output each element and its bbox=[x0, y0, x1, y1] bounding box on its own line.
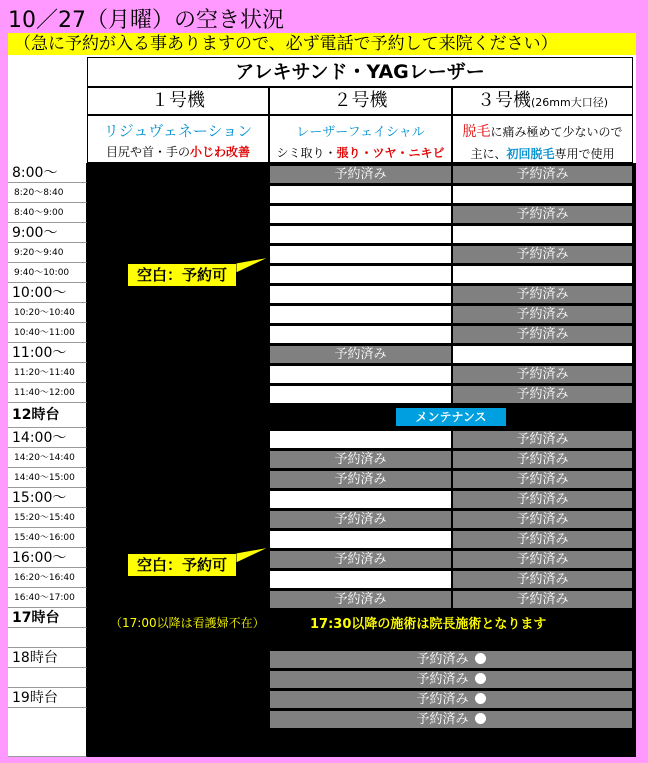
booked-slot bbox=[452, 285, 633, 304]
booked-slot bbox=[452, 590, 633, 609]
circle-icon bbox=[475, 653, 486, 664]
booked-slot bbox=[269, 345, 452, 364]
machine-3-line2c: 専用で使用 bbox=[554, 147, 615, 161]
machine-1-name: １号機 bbox=[87, 87, 269, 115]
machine-1-line2a: 目尻や首・手の bbox=[105, 145, 190, 159]
open-slot bbox=[269, 430, 452, 449]
open-slot bbox=[269, 225, 452, 244]
note-director: 17:30以降の施術は院長施術となります bbox=[310, 617, 547, 632]
time-label: 11:00〜 bbox=[8, 343, 87, 363]
booked-label: 予約済み bbox=[516, 512, 569, 527]
booked-slot bbox=[269, 470, 452, 489]
booked-label: 予約済み bbox=[334, 512, 387, 527]
booked-label: 予約済み bbox=[516, 532, 569, 547]
booked-slot bbox=[452, 450, 633, 469]
time-label: 17時台 bbox=[8, 608, 87, 628]
time-label: 10:40〜11:00 bbox=[8, 323, 87, 343]
booked-slot bbox=[269, 550, 452, 569]
booked-label: 予約済み bbox=[334, 452, 387, 467]
time-label: 8:40〜9:00 bbox=[8, 203, 87, 223]
open-slot bbox=[269, 530, 452, 549]
booked-slot bbox=[269, 590, 452, 609]
time-label: 14:40〜15:00 bbox=[8, 468, 87, 488]
machine-1-line1: リジュヴェネーション bbox=[103, 122, 253, 140]
time-label: 18時台 bbox=[8, 648, 87, 668]
booked-label: 予約済み bbox=[416, 712, 469, 727]
booked-label: 予約済み bbox=[516, 207, 569, 222]
open-slot bbox=[452, 265, 633, 284]
notice-banner: （急に予約が入る事ありますので、必ず電話で予約して来院ください） bbox=[8, 33, 636, 55]
time-label: 16:40〜17:00 bbox=[8, 588, 87, 608]
time-label bbox=[8, 628, 87, 648]
booked-label: 予約済み bbox=[334, 472, 387, 487]
booked-slot bbox=[269, 710, 633, 729]
machine-1-line2b: 小じわ改善 bbox=[190, 145, 251, 159]
time-label: 15:20〜15:40 bbox=[8, 508, 87, 528]
booked-label: 予約済み bbox=[516, 552, 569, 567]
booked-slot bbox=[452, 570, 633, 589]
open-slot bbox=[269, 265, 452, 284]
booked-label: 予約済み bbox=[416, 672, 469, 687]
machine-2-line1: レーザーフェイシャル bbox=[296, 125, 425, 140]
time-label: 11:40〜12:00 bbox=[8, 383, 87, 403]
booked-label: 予約済み bbox=[516, 167, 569, 182]
time-label: 10:20〜10:40 bbox=[8, 303, 87, 323]
machine-3-desc bbox=[452, 115, 633, 163]
machine-2-line2a: シミ取り・ bbox=[276, 146, 337, 160]
booked-slot bbox=[269, 450, 452, 469]
circle-icon bbox=[475, 693, 486, 704]
booked-label: 予約済み bbox=[334, 552, 387, 567]
time-label: 9:20〜9:40 bbox=[8, 243, 87, 263]
machine-2-desc bbox=[269, 115, 452, 163]
machine-2-name: ２号機 bbox=[269, 87, 452, 115]
open-slot bbox=[269, 385, 452, 404]
booked-label: 予約済み bbox=[416, 652, 469, 667]
open-slot bbox=[269, 570, 452, 589]
booked-label: 予約済み bbox=[516, 387, 569, 402]
booked-label: 予約済み bbox=[334, 592, 387, 607]
booked-slot bbox=[452, 385, 633, 404]
booked-slot bbox=[452, 305, 633, 324]
booked-label: 予約済み bbox=[516, 492, 569, 507]
booked-slot bbox=[452, 510, 633, 529]
machine-3-header bbox=[452, 87, 633, 115]
open-slot bbox=[452, 225, 633, 244]
machine-2-line2b: 張り・ツヤ・ニキビ bbox=[336, 146, 445, 160]
booked-label: 予約済み bbox=[516, 452, 569, 467]
booked-slot bbox=[269, 165, 452, 184]
booked-slot bbox=[269, 650, 633, 669]
booked-slot bbox=[269, 690, 633, 709]
callout-pointer-pm bbox=[236, 545, 272, 567]
open-slot bbox=[269, 305, 452, 324]
machine-3-line2a: 主に、 bbox=[470, 147, 507, 161]
booked-slot bbox=[452, 245, 633, 264]
time-label bbox=[8, 708, 87, 757]
time-label: 15:00〜 bbox=[8, 488, 87, 508]
booked-slot bbox=[452, 205, 633, 224]
booked-slot bbox=[269, 670, 633, 689]
time-label: 9:00〜 bbox=[8, 223, 87, 243]
machine-3-line1a: 脱毛 bbox=[462, 124, 491, 140]
booked-label: 予約済み bbox=[516, 572, 569, 587]
booked-slot bbox=[452, 365, 633, 384]
booked-slot bbox=[452, 165, 633, 184]
open-slot bbox=[269, 205, 452, 224]
booked-label: 予約済み bbox=[516, 327, 569, 342]
booked-slot bbox=[269, 510, 452, 529]
open-slot bbox=[452, 345, 633, 364]
time-label: 12時台 bbox=[8, 403, 87, 428]
note-nurse-absent: （17:00以降は看護婦不在） bbox=[110, 616, 265, 630]
machine-3-line2b: 初回脱毛 bbox=[506, 147, 555, 161]
booked-label: 予約済み bbox=[516, 247, 569, 262]
machine-3-size: (26mm大口径) bbox=[530, 96, 608, 109]
time-label: 10:00〜 bbox=[8, 283, 87, 303]
open-slot bbox=[269, 490, 452, 509]
callout-pointer-am bbox=[236, 255, 272, 277]
time-label: 16:00〜 bbox=[8, 548, 87, 568]
booked-slot bbox=[452, 325, 633, 344]
machine-1-desc bbox=[87, 115, 269, 163]
open-callout-am: 空白：予約可 bbox=[126, 262, 238, 288]
booked-label: 予約済み bbox=[334, 347, 387, 362]
open-slot bbox=[269, 325, 452, 344]
time-label bbox=[8, 668, 87, 688]
booked-slot bbox=[452, 490, 633, 509]
time-label: 19時台 bbox=[8, 688, 87, 708]
machine-3-name: ３号機 bbox=[476, 90, 531, 111]
booked-label: 予約済み bbox=[416, 692, 469, 707]
booked-label: 予約済み bbox=[334, 167, 387, 182]
booked-slot bbox=[452, 550, 633, 569]
booked-label: 予約済み bbox=[516, 592, 569, 607]
page-title: 10／27（月曜）の空き状況 bbox=[8, 8, 284, 33]
booked-label: 予約済み bbox=[516, 472, 569, 487]
machine-3-line1b: に痛み極めて少ないので bbox=[490, 125, 623, 139]
booked-label: 予約済み bbox=[516, 287, 569, 302]
open-slot bbox=[269, 285, 452, 304]
laser-title: アレキサンド・YAGレーザー bbox=[87, 57, 633, 87]
time-label: 14:20〜14:40 bbox=[8, 448, 87, 468]
time-label: 8:00〜 bbox=[8, 163, 87, 183]
booked-label: 予約済み bbox=[516, 307, 569, 322]
open-callout-pm: 空白：予約可 bbox=[126, 552, 238, 578]
booked-slot bbox=[452, 430, 633, 449]
booked-slot bbox=[452, 470, 633, 489]
time-label: 11:20〜11:40 bbox=[8, 363, 87, 383]
booked-label: 予約済み bbox=[516, 432, 569, 447]
open-slot bbox=[269, 185, 452, 204]
open-slot bbox=[269, 245, 452, 264]
time-label: 9:40〜10:00 bbox=[8, 263, 87, 283]
time-label: 15:40〜16:00 bbox=[8, 528, 87, 548]
open-slot bbox=[452, 185, 633, 204]
booked-slot bbox=[452, 530, 633, 549]
maintenance-badge: メンテナンス bbox=[396, 408, 506, 426]
circle-icon bbox=[475, 673, 486, 684]
time-label: 14:00〜 bbox=[8, 428, 87, 448]
circle-icon bbox=[475, 713, 486, 724]
time-label: 8:20〜8:40 bbox=[8, 183, 87, 203]
booked-label: 予約済み bbox=[516, 367, 569, 382]
time-label: 16:20〜16:40 bbox=[8, 568, 87, 588]
open-slot bbox=[269, 365, 452, 384]
